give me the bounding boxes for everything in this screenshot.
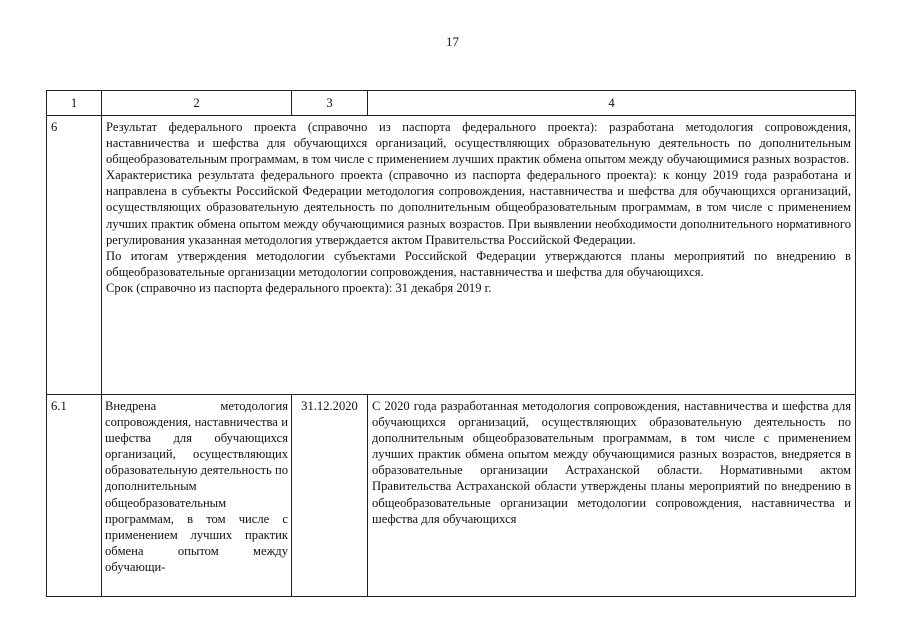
page-number: 17	[446, 34, 459, 49]
report-table	[46, 90, 856, 597]
header-col-4: 4	[368, 91, 856, 116]
deadline-paragraph: Срок (справочно из паспорта федерального проекта): 31 декабря 2019 г.	[106, 280, 492, 295]
result-paragraph: Результат федерального проекта (справочно из паспорта федерального проекта): разработана методология сопровождения, наставничества и шефства для обучающихся организаций, осуществляющих образовательную деятельность по дополнительным общеобразовательным программам, в том числе с применением лучших практик обмена опытом между обучающимися разных возрастов.	[106, 120, 851, 167]
federal-project-result-cell	[102, 116, 856, 395]
header-col-1: 1	[47, 91, 102, 116]
characteristic-paragraph: Характеристика результата федерального проекта (справочно из паспорта федерального проекта): к концу 2019 года разработана и направлена в субъекты Российской Федерации методология сопровождения, наставничества и шефства для обучающихся организаций, осуществляющих образовательную деятельность по дополнительным общеобразовательным программам, в том числе с применением лучших практик обмена опытом между обучающимися разных возрастов. При выявлении необходимости дополнительного нормативного регулирования указанная методология утверждается актом Правительства Российской Федерации.	[106, 168, 851, 247]
header-col-2: 2	[102, 91, 292, 116]
table-header-row	[47, 91, 856, 116]
measure-description-cell: Внедрена методология сопровождения, наставничества и шефства для обучающихся организаций, осуществляющих образовательную деятельность по дополнительным общеобразовательным программам, в том числе с применением лучших практик обмена опытом между обучающи-	[102, 395, 292, 597]
table-row	[47, 116, 856, 395]
measure-date-cell: 31.12.2020	[292, 395, 368, 597]
approval-paragraph: По итогам утверждения методологии субъектами Российской Федерации утверждаются планы мероприятий по внедрению в общеобразовательные организации методологии сопровождения, наставничества и шефства для обучающихся.	[106, 248, 851, 279]
header-col-3: 3	[292, 91, 368, 116]
table-row	[47, 395, 856, 597]
measure-result-cell: С 2020 года разработанная методология сопровождения, наставничества и шефства для обучающихся организаций, осуществляющих образовательную деятельность по дополнительным общеобразовательным программам, в том числе с применением лучших практик обмена опытом между обучающимися разных возрастов, внедряется в образовательные организации Астраханской области. Нормативными актом Правительства Астраханской области утверждены планы мероприятий по внедрению в общеобразовательные организации методологии сопровождения, наставничества и шефства для обучающихся	[368, 395, 856, 597]
row-number: 6	[47, 116, 102, 395]
row-number: 6.1	[47, 395, 102, 597]
